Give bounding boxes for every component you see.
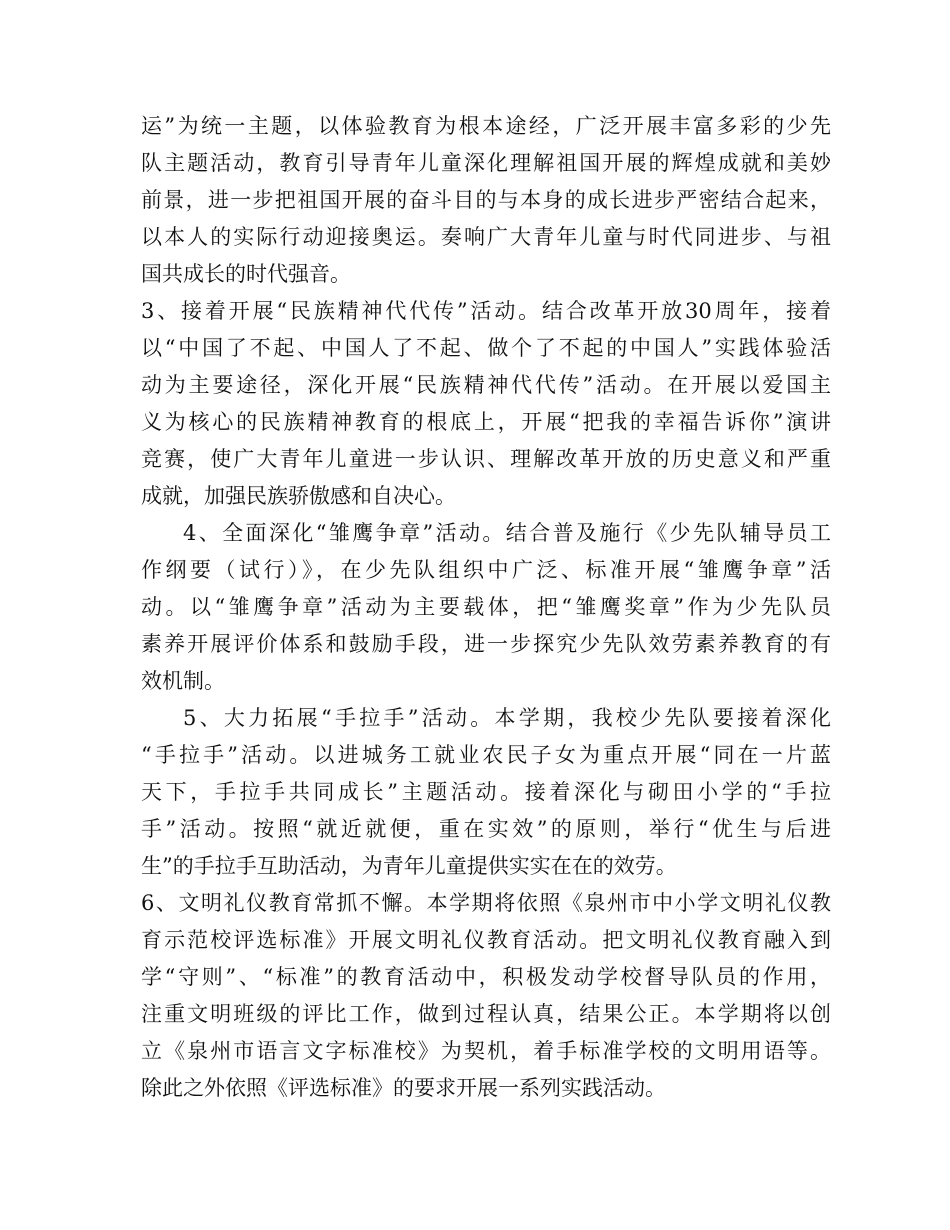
text-line: 手”活动。按照“就近就便，重在实效”的原则，举行“优生与后进 — [141, 817, 831, 841]
text-line: 以“中国了不起、中国人了不起、做个了不起的中国人”实践体验活 — [141, 336, 831, 360]
text-line: 作纲要（试行）》，在少先队组织中广泛、标准开展“雏鹰争章”活 — [141, 558, 831, 582]
text-line: 3、接着开展“民族精神代代传”活动。结合改革开放30周年，接着 — [141, 299, 831, 323]
body-text — [141, 108, 831, 1107]
text-line: 义为核心的民族精神教育的根底上，开展“把我的幸福告诉你”演讲 — [141, 410, 831, 434]
text-line: 国共成长的时代强音。 — [141, 262, 351, 286]
text-line: 成就，加强民族骄傲感和自决心。 — [141, 484, 456, 508]
text-line: 天下，手拉手共同成长”主题活动。接着深化与砌田小学的“手拉 — [141, 780, 831, 804]
text-line: 学“守则”、“标准”的教育活动中，积极发动学校督导队员的作用， — [141, 965, 831, 989]
text-line: 5、大力拓展“手拉手”活动。本学期，我校少先队要接着深化 — [183, 706, 831, 730]
text-line: 运”为统一主题，以体验教育为根本途经，广泛开展丰富多彩的少先 — [141, 114, 831, 138]
text-line: 4、全面深化“雏鹰争章”活动。结合普及施行《少先队辅导员工 — [183, 521, 831, 545]
text-line: 动为主要途径，深化开展“民族精神代代传”活动。在开展以爱国主 — [141, 373, 831, 397]
text-line: 育示范校评选标准》开展文明礼仪教育活动。把文明礼仪教育融入到 — [141, 928, 831, 952]
text-line: 6、文明礼仪教育常抓不懈。本学期将依照《泉州市中小学文明礼仪教 — [141, 891, 831, 915]
text-line: 立《泉州市语言文字标准校》为契机，着手标准学校的文明用语等。 — [141, 1039, 831, 1063]
text-line: 以本人的实际行动迎接奥运。奏响广大青年儿童与时代同进步、与祖 — [141, 225, 831, 249]
text-line: 动。以“雏鹰争章”活动为主要载体，把“雏鹰奖章”作为少先队员 — [141, 595, 831, 619]
text-line: 前景，进一步把祖国开展的奋斗目的与本身的成长进步严密结合起来， — [141, 188, 831, 212]
text-line: 除此之外依照《评选标准》的要求开展一系列实践活动。 — [141, 1076, 666, 1100]
text-line: “手拉手”活动。以进城务工就业农民子女为重点开展“同在一片蓝 — [141, 743, 831, 767]
text-line: 生”的手拉手互助活动，为青年儿童提供实实在在的效劳。 — [141, 854, 677, 878]
text-line: 注重文明班级的评比工作，做到过程认真，结果公正。本学期将以创 — [141, 1002, 831, 1026]
text-line: 素养开展评价体系和鼓励手段，进一步探究少先队效劳素养教育的有 — [141, 632, 831, 656]
text-line: 队主题活动，教育引导青年儿童深化理解祖国开展的辉煌成就和美妙 — [141, 151, 831, 175]
text-line: 竞赛，使广大青年儿童进一步认识、理解改革开放的历史意义和严重 — [141, 447, 831, 471]
text-line: 效机制。 — [141, 669, 225, 693]
